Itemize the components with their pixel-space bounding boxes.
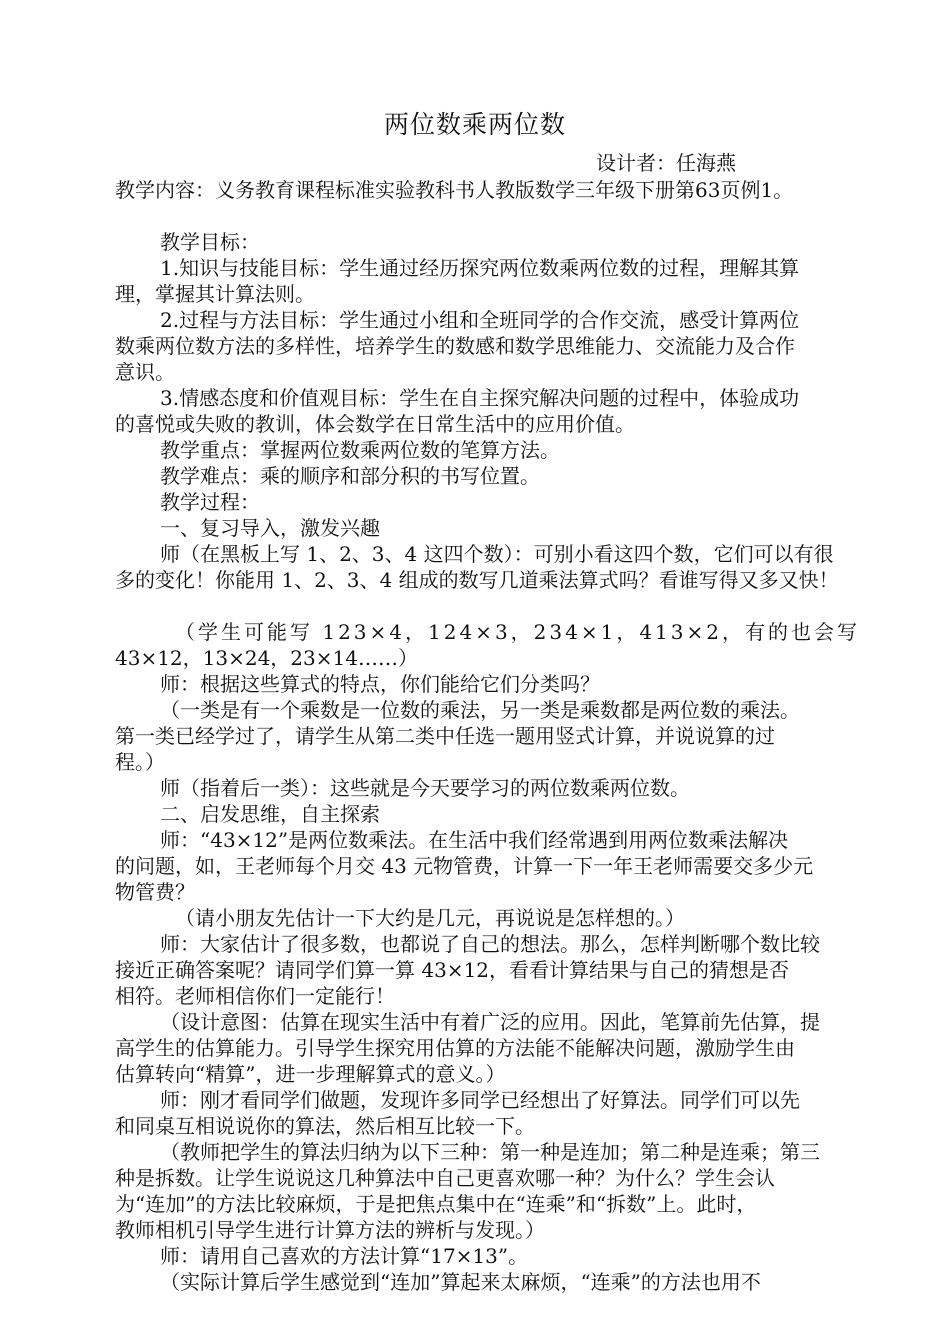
document-title: 两位数乘两位数 — [383, 110, 566, 139]
paragraph-line: 2.过程与方法目标：学生通过小组和全班同学的合作交流，感受计算两位 — [160, 308, 800, 332]
paragraph-line: 数乘两位数方法的多样性，培养学生的数感和数学思维能力、交流能力及合作 — [115, 334, 795, 358]
paragraph-line: 的问题，如，王老师每个月交 43 元物管费，计算一下一年王老师需要交多少元 — [115, 854, 814, 878]
paragraph-line: 教师相机引导学生进行计算方法的辨析与发现。） — [115, 1218, 545, 1242]
paragraph-line: （教师把学生的算法归纳为以下三种：第一种是连加；第二种是连乘；第三 — [160, 1140, 820, 1164]
paragraph-line: 高学生的估算能力。引导学生探究用估算的方法能不能解决问题，激励学生由 — [115, 1036, 795, 1060]
paragraph-line: 程。） — [115, 750, 165, 774]
teaching-content: 教学内容：义务教育课程标准实验教科书人教版数学三年级下册第63页例1。 — [115, 178, 794, 202]
paragraph-line: 为“连加”的方法比较麻烦，于是把焦点集中在“连乘”和“拆数”上。此时， — [115, 1192, 757, 1216]
paragraph-line: 理，掌握其计算法则。 — [115, 282, 315, 306]
section-heading: 二、启发思维，自主探索 — [160, 802, 380, 826]
paragraph-line: 第一类已经学过了，请学生从第二类中任选一题用竖式计算，并说说算的过 — [115, 724, 775, 748]
objectives-heading: 教学目标： — [160, 230, 260, 254]
author-line: 设计者：任海燕 — [596, 151, 736, 175]
paragraph-line: 师（在黑板上写 1、2、3、4 这四个数）：可别小看这四个数，它们可以有很 — [160, 542, 834, 566]
paragraph-line: 相符。老师相信你们一定能行！ — [115, 984, 395, 1008]
paragraph-line: 多的变化！你能用 1、2、3、4 组成的数写几道乘法算式吗？看谁写得又多又快！ — [115, 568, 839, 592]
paragraph-line: 意识。 — [115, 360, 175, 384]
paragraph-line: 师：大家估计了很多数，也都说了自己的想法。那么，怎样判断哪个数比较 — [160, 932, 820, 956]
paragraph-line: 师：刚才看同学们做题，发现许多同学已经想出了好算法。同学们可以先 — [160, 1088, 800, 1112]
paragraph-line: 的喜悦或失败的教训，体会数学在日常生活中的应用价值。 — [115, 412, 635, 436]
paragraph-line: 1.知识与技能目标：学生通过经历探究两位数乘两位数的过程，理解其算 — [160, 256, 800, 280]
key-point: 教学重点：掌握两位数乘两位数的笔算方法。 — [160, 438, 560, 462]
process-heading: 教学过程： — [160, 490, 260, 514]
paragraph-line: 接近正确答案呢？请同学们算一算 43×12，看看计算结果与自己的猜想是否 — [115, 958, 790, 982]
paragraph-line: （请小朋友先估计一下大约是几元，再说说是怎样想的。） — [175, 906, 685, 930]
paragraph-line: 师：请用自己喜欢的方法计算“17×13”。 — [160, 1244, 529, 1268]
paragraph-line: 和同桌互相说说你的算法，然后相互比较一下。 — [115, 1114, 535, 1138]
paragraph-line: 种是拆数。让学生说说这几种算法中自己更喜欢哪一种？为什么？学生会认 — [115, 1166, 775, 1190]
paragraph-line: （一类是有一个乘数是一位数的乘法，另一类是乘数都是两位数的乘法。 — [160, 698, 800, 722]
paragraph-line: 师：“43×12”是两位数乘法。在生活中我们经常遇到用两位数乘法解决 — [160, 828, 789, 852]
difficult-point: 教学难点：乘的顺序和部分积的书写位置。 — [160, 464, 540, 488]
paragraph-line: 3.情感态度和价值观目标：学生在自主探究解决问题的过程中，体验成功 — [160, 386, 800, 410]
paragraph-line: （实际计算后学生感觉到“连加”算起来太麻烦，“连乘”的方法也用不 — [160, 1270, 761, 1294]
paragraph-line: 估算转向“精算”，进一步理解算式的意义。） — [115, 1062, 506, 1086]
paragraph-line: （学生可能写 123×4，124×3，234×1，413×2，有的也会写 — [175, 620, 860, 644]
paragraph-line: （设计意图：估算在现实生活中有着广泛的应用。因此，笔算前先估算，提 — [160, 1010, 820, 1034]
paragraph-line: 师（指着后一类）：这些就是今天要学习的两位数乘两位数。 — [160, 776, 690, 800]
paragraph-line: 43×12，13×24，23×14……） — [115, 646, 418, 670]
paragraph-line: 师：根据这些算式的特点，你们能给它们分类吗？ — [160, 672, 600, 696]
paragraph-line: 物管费？ — [115, 880, 195, 904]
section-heading: 一、复习导入，激发兴趣 — [160, 516, 380, 540]
